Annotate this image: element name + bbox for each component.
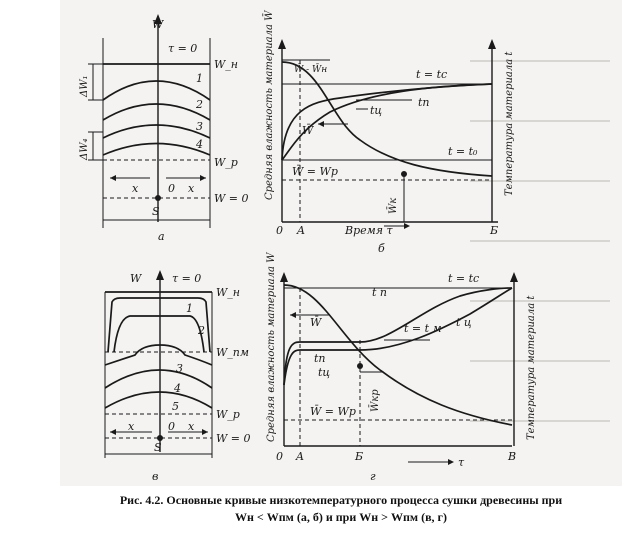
panel-a-origin: 0 — [168, 182, 175, 195]
panel-v-curve-number-3: 3 — [176, 362, 183, 375]
panel-b-label-wn: W̄ - W̄н — [294, 65, 328, 75]
panel-a-s-label: S — [152, 205, 160, 218]
panel-b-letter: б — [378, 242, 385, 255]
panel-a-curve-1 — [103, 81, 210, 100]
panel-a-x-right: x — [188, 182, 195, 195]
panel-a-curve-2 — [103, 104, 210, 120]
panel-b-point-b: Б — [490, 224, 499, 237]
caption-line-1: Рис. 4.2. Основные кривые низкотемпературного процесса сушки древесины при — [119, 493, 563, 507]
panel-b-label-tp: tп — [418, 96, 430, 109]
panel-a-curve-4 — [103, 144, 210, 156]
panel-v-curve-number-1: 1 — [186, 302, 193, 315]
panel-v-tau0: τ = 0 — [172, 272, 202, 285]
panel-g-point-a: A — [296, 450, 304, 463]
panel-v-level-wp: W_р — [216, 408, 240, 421]
panel-v-curve-number-4: 4 — [174, 382, 181, 395]
panel-v-x-right: x — [188, 420, 195, 433]
panel-g — [266, 252, 537, 483]
panel-v-curve-2 — [114, 316, 204, 352]
panel-b-point-a: A — [297, 224, 305, 237]
panel-a-axis-label: W — [152, 18, 164, 31]
panel-g-point-v: В — [508, 450, 517, 463]
panel-a-x-left: x — [132, 182, 139, 195]
panel-g-label-tc-upper: t ц — [456, 316, 472, 329]
panel-b-label-tc: t = tс — [416, 68, 448, 81]
panel-b — [263, 10, 515, 255]
panel-a — [79, 14, 249, 243]
panel-v-curve-1 — [108, 298, 210, 352]
background-page-text — [470, 60, 610, 422]
panel-v-s-label: S — [154, 441, 162, 454]
panel-a-curve-3 — [103, 125, 210, 138]
panel-b-x-label: Время τ — [345, 224, 393, 237]
panel-a-curve-number-2: 2 — [196, 98, 203, 111]
panel-a-letter: а — [158, 230, 165, 243]
panel-v-curve-number-5: 5 — [172, 400, 179, 413]
panel-v-axis-label: W — [130, 272, 142, 285]
panel-a-level-wn: W_н — [214, 58, 239, 71]
panel-a-level-w0: W = 0 — [214, 192, 249, 205]
panel-a-level-wp: W_р — [214, 156, 238, 169]
panel-b-origin: 0 — [276, 224, 283, 237]
panel-v-level-w0: W = 0 — [216, 432, 251, 445]
panel-v-curve-4 — [105, 370, 212, 388]
panel-a-tau0: τ = 0 — [168, 42, 198, 55]
panel-a-delta-w4: ΔW₄ — [79, 138, 90, 160]
panel-a-curve-number-3: 3 — [196, 120, 203, 133]
panel-a-curve-number-1: 1 — [196, 72, 203, 85]
panel-a-delta-w1: ΔW₁ — [79, 75, 90, 97]
panel-g-label-tc: t = tс — [448, 272, 480, 285]
panel-b-label-w: W̄ — [302, 124, 314, 137]
caption-line-2: Wн < Wпм (а, б) и при Wн > Wпм (в, г) — [234, 510, 447, 524]
figure-caption — [60, 492, 622, 526]
panel-g-y-label: Средняя влажность материала W — [266, 252, 277, 442]
panel-g-origin: 0 — [276, 450, 283, 463]
panel-v-x-left: x — [128, 420, 135, 433]
panel-v-curve-number-2: 2 — [198, 324, 205, 337]
panel-v-origin: 0 — [168, 420, 175, 433]
panel-b-label-wp: W̄ = Wр — [292, 165, 338, 178]
panel-b-label-t0: t = t₀ — [448, 145, 478, 158]
panel-b-label-wk: W̄к — [388, 197, 399, 214]
panel-g-label-tp-lower: tп — [314, 352, 326, 365]
panel-g-y2-label: Температура материала t — [526, 295, 537, 440]
panel-g-label-tc-lower: tц — [318, 366, 331, 379]
panel-v-letter: в — [152, 470, 159, 483]
panel-g-tau: τ — [458, 456, 465, 469]
panel-v-level-wn: W_н — [216, 286, 241, 299]
panel-b-moisture-curve — [282, 62, 492, 176]
panel-g-label-tp-upper: t п — [372, 286, 388, 299]
panel-b-y2-label: Температура материала t — [504, 51, 515, 196]
panel-v-level-wpm: W_пм — [216, 346, 250, 359]
panel-v-curve-3 — [105, 345, 212, 365]
panel-b-label-tcent: tц — [370, 104, 383, 117]
panel-b-y-label: Средняя влажность материала W̄ — [264, 10, 275, 200]
panel-g-letter: г — [370, 470, 376, 483]
panel-g-point-b: Б — [355, 450, 364, 463]
panel-v-curve-5 — [105, 392, 212, 408]
panel-g-label-wp: W̄ = Wр — [310, 405, 356, 418]
panel-g-label-w: W̄ — [310, 316, 322, 329]
panel-g-label-tm: t = t м — [404, 322, 442, 335]
panel-g-label-wkr: W̄кр — [370, 389, 381, 412]
panel-v — [105, 270, 251, 483]
panel-a-curve-number-4: 4 — [196, 138, 203, 151]
